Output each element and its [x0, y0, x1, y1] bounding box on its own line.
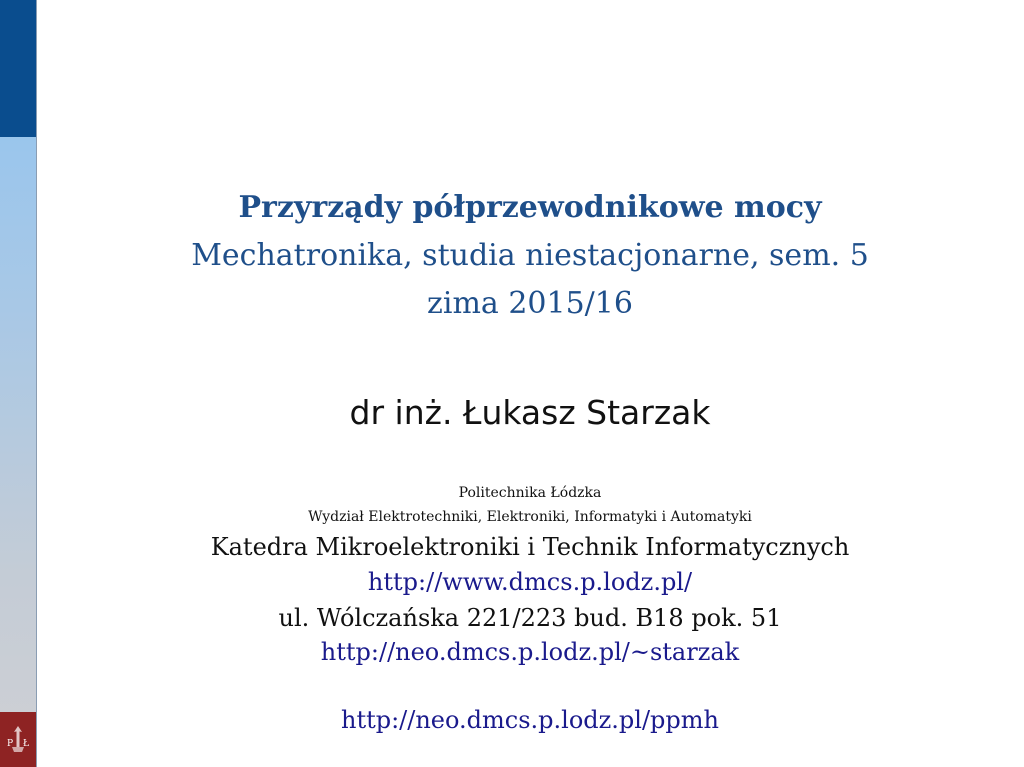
department-url-row	[36, 568, 1024, 596]
university-name: Politechnika Łódzka	[458, 485, 602, 501]
personal-page-link[interactable]: http://neo.dmcs.p.lodz.pl/~starzak	[320, 638, 740, 666]
sidebar	[0, 0, 37, 767]
university-logo-icon-graphic	[2, 720, 34, 760]
course-page-link[interactable]: http://neo.dmcs.p.lodz.pl/ppmh	[340, 706, 719, 734]
university-logo-icon	[0, 712, 36, 767]
logo-letters: P	[7, 738, 14, 749]
slide-subtitle: Mechatronika, studia niestacjonarne, sem. 5	[191, 238, 869, 273]
slide-content	[36, 0, 1024, 767]
sidebar-top-band	[0, 0, 36, 137]
author-name: dr inż. Łukasz Starzak	[349, 393, 711, 432]
slide-title: Przyrządy półprzewodnikowe mocy	[238, 190, 822, 225]
office-address: ul. Wólczańska 221/223 bud. B18 pok. 51	[278, 604, 782, 632]
term-label: zima 2015/16	[427, 286, 633, 321]
personal-url-row	[36, 638, 1024, 666]
department-link[interactable]: http://www.dmcs.p.lodz.pl/	[367, 568, 693, 596]
faculty-name: Wydział Elektrotechniki, Elektroniki, Informatyki i Automatyki	[308, 509, 752, 525]
course-url-row	[36, 706, 1024, 734]
department-name: Katedra Mikroelektroniki i Technik Informatycznych	[210, 533, 850, 561]
svg-text:Ł: Ł	[23, 738, 30, 749]
